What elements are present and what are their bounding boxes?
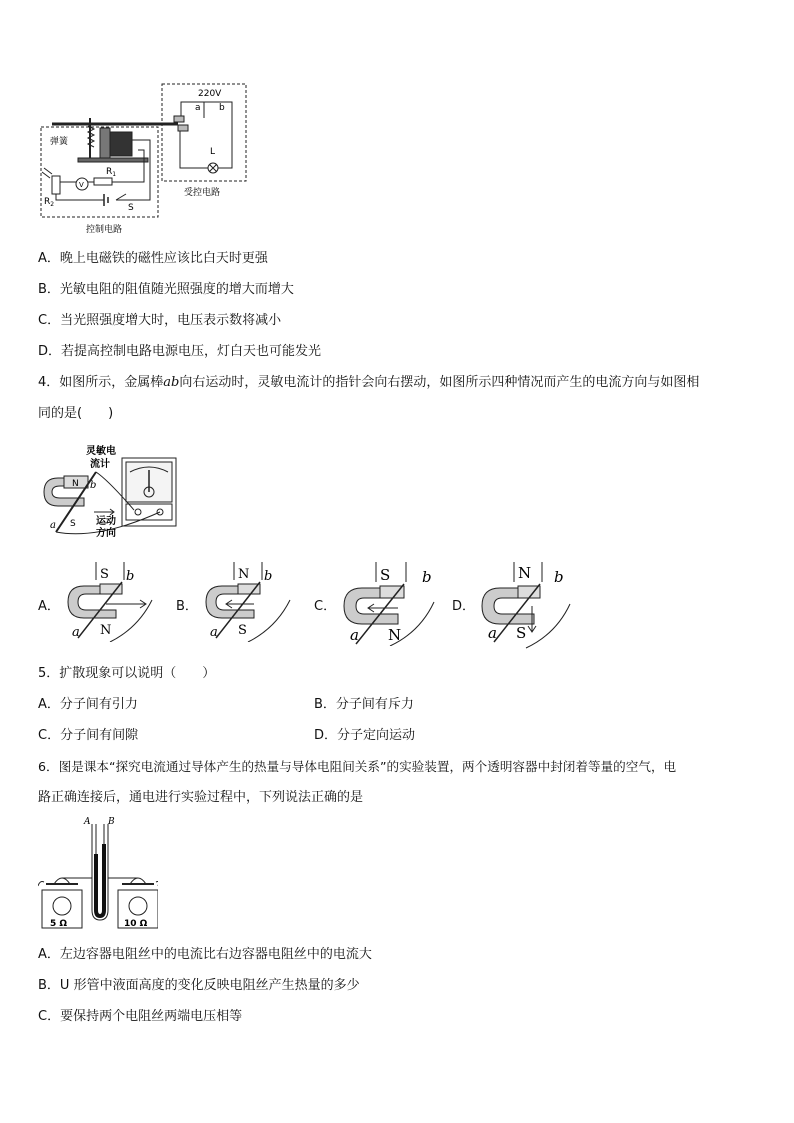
voltmeter-label: V [79,181,84,189]
controlled-circuit-label: 受控电路 [184,188,221,198]
q5-stem: 5．扩散现象可以说明（ ） [38,666,216,681]
q5-option-d: D．分子定向运动 [314,728,416,743]
q6-option-b: B．U 形管中液面高度的变化反映电阻丝产生热量的多少 [38,978,360,993]
q4-option-b-label-a: a [210,625,218,640]
electromagnet-icon [110,132,132,156]
q4-option-a-top-pole: S [100,567,109,582]
q4-option-b-letter: B． [176,599,198,614]
q4-option-b-figure [198,562,298,642]
q4-option-c-letter: C． [314,599,337,614]
q4-option-b-top-pole: N [238,567,250,582]
terminal-b-label: b [219,103,225,113]
q4-option-d-label-a: a [488,624,497,642]
r1-label: $R_1$ [106,167,117,178]
q4-option-d-figure [474,562,580,654]
galvanometer-label-2: 流计 [90,459,110,470]
q5-option-a: A．分子间有引力 [38,697,138,712]
relay-circuit-figure [38,80,250,238]
q6-option-a: A．左边容器电阻丝中的电流比右边容器电阻丝中的电流大 [38,947,372,962]
q3-option-d: D．若提高控制电路电源电压，灯白天也可能发光 [38,344,322,359]
q5-option-c: C．分子间有间隙 [38,728,139,743]
voltage-label: 220V [198,89,222,99]
q4-option-a-bottom-pole: N [100,623,112,638]
q4-option-c-label-a: a [350,626,359,644]
r2-label: $R_2$ [44,197,55,208]
q4-option-a-letter: A． [38,599,60,614]
pole-n-label: N [72,479,79,489]
q3-option-a: A．晚上电磁铁的磁性应该比白天时更强 [38,251,268,266]
q4-option-d-top-pole: N [518,564,532,582]
q4-option-a-label-b: b [126,569,135,584]
q4-option-c-label-b: b [422,568,432,586]
q3-option-b: B．光敏电阻的阻值随光照强度的增大而增大 [38,282,294,297]
q4-option-a-figure [60,562,160,642]
galvanometer-figure [38,440,188,540]
q4-option-b-label-b: b [264,569,273,584]
spring-label: 弹簧 [50,137,69,147]
q4-option-a-label-a: a [72,625,80,640]
q4-option-c-figure [336,562,446,646]
q4-stem-line2: 同的是( ) [38,406,114,421]
motion-label-2: 方向 [96,528,116,539]
u-tube-figure [38,814,158,932]
terminal-a-label: a [195,103,201,113]
q4-option-c-bottom-pole: N [388,626,402,644]
q5-option-b: B．分子间有斥力 [314,697,414,712]
galvanometer-label-1: 灵敏电 [86,446,116,457]
tube-b-label: B [108,817,115,827]
rod-a-label: a [50,520,56,531]
q4-option-b-bottom-pole: S [238,623,247,638]
q4-stem: 4．如图所示，金属棒ab向右运动时，灵敏电流计的指针会向右摆动，如图所示四种情况而产生的电流方向与如图相 [38,375,700,390]
rod-b-label: b [90,480,97,491]
q6-stem-line1: 6．图是课本“探究电流通过导体产生的热量与导体电阻间关系”的实验装置，两个透明容器中封闭着等量的空气，电 [38,759,677,774]
q4-option-d-label-b: b [554,568,564,586]
q4-option-d-letter: D． [452,599,476,614]
q4-option-c-top-pole: S [380,566,391,584]
switch-label: S [128,203,134,213]
motion-label-1: 运动 [96,516,116,527]
q4-option-d-bottom-pole: S [516,624,527,642]
right-resistance-label: 10 Ω [124,919,148,929]
control-circuit-label: 控制电路 [86,225,123,235]
pole-s-label: S [70,519,76,529]
photoresistor-icon [52,176,60,194]
q3-option-c: C．当光照强度增大时，电压表示数将减小 [38,313,282,328]
q6-stem-line2: 路正确连接后，通电进行实验过程中，下列说法正确的是 [38,790,364,805]
left-resistance-label: 5 Ω [50,919,68,929]
tube-a-label: A [84,817,91,827]
q6-option-c: C．要保持两个电阻丝两端电压相等 [38,1009,243,1024]
lamp-label: L [210,147,216,157]
